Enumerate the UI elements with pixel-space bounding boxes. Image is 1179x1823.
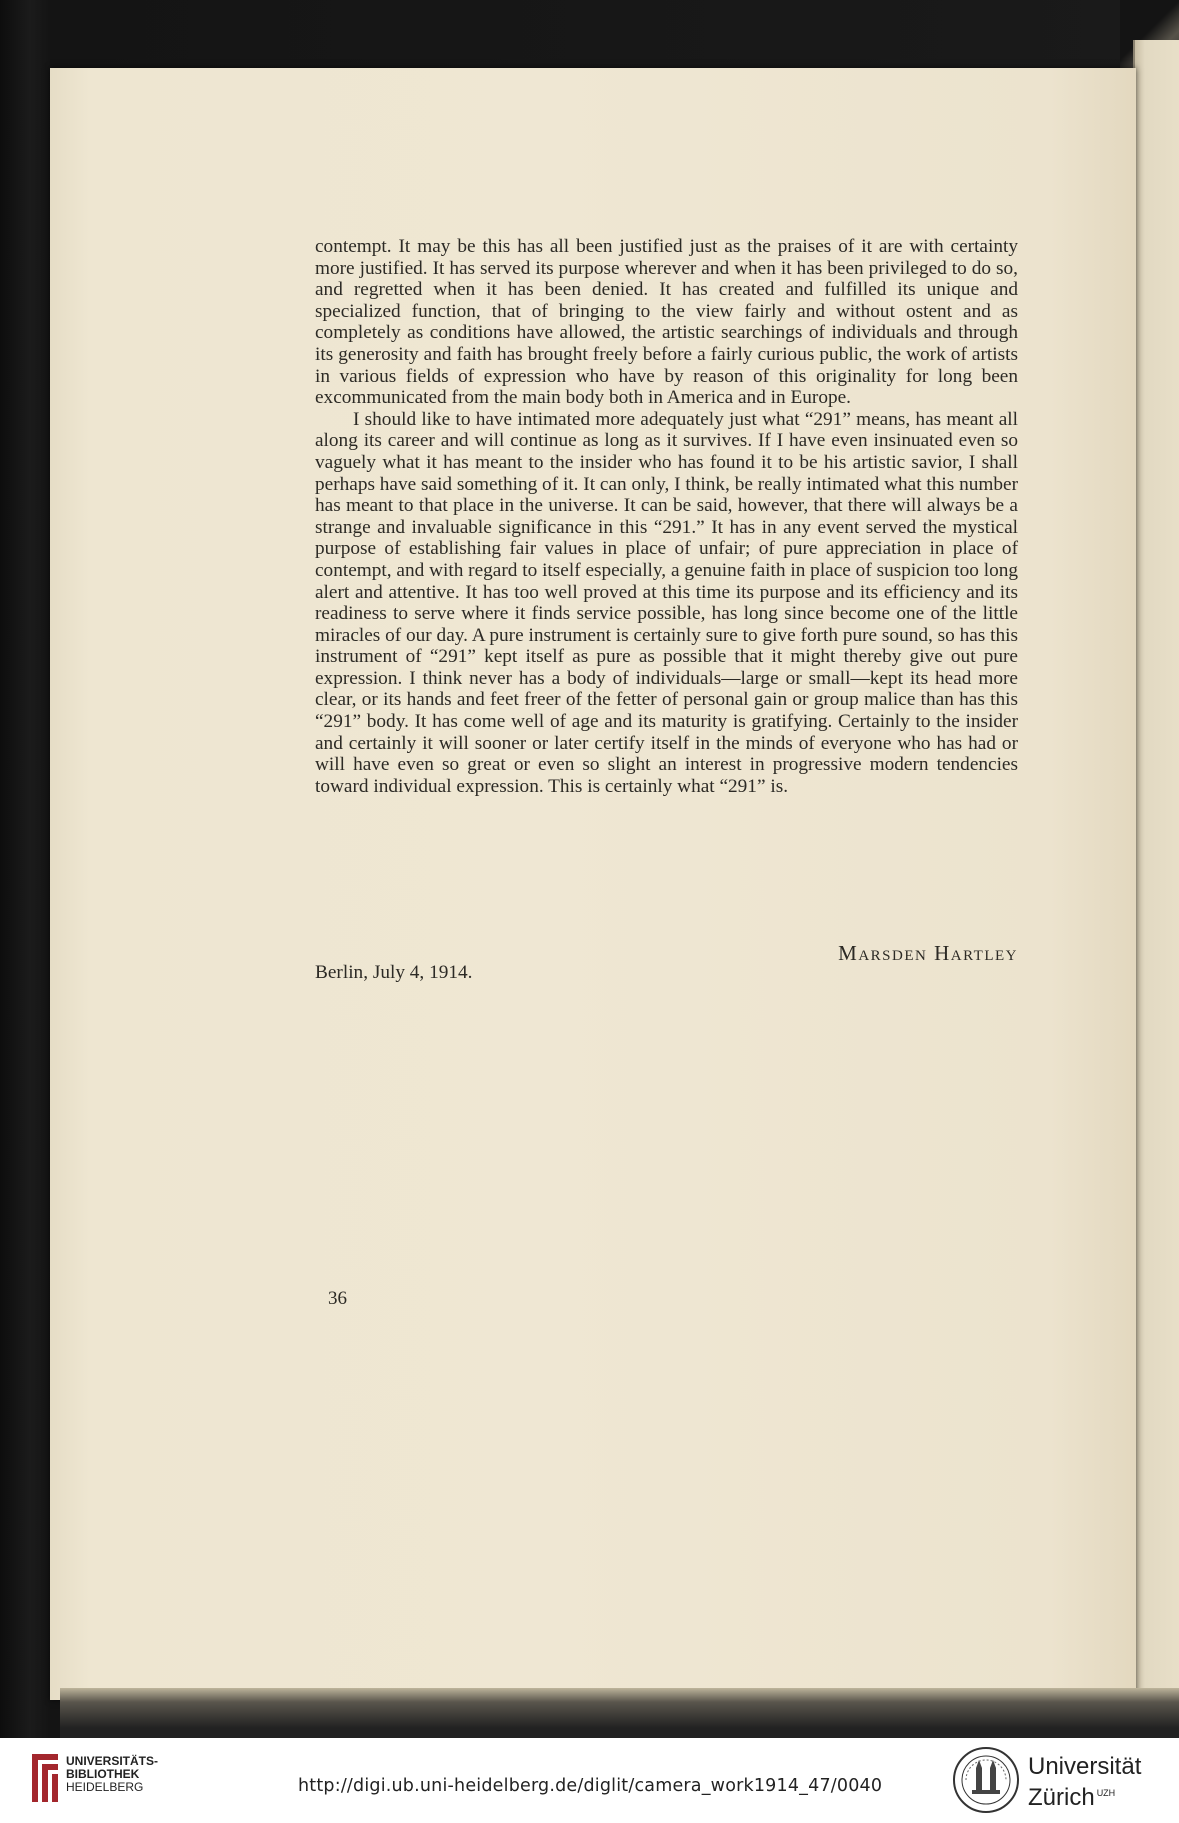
article-text	[315, 236, 1018, 797]
heidelberg-library-name: UNIVERSITÄTS- BIBLIOTHEK HEIDELBERG	[66, 1754, 159, 1794]
page-bottom-edge	[60, 1688, 1179, 1738]
paragraph-2: I should like to have intimated more adequately just what “291” means, has meant all along its career and will continue as long as it survives. If I have even insinuated even so vaguely what it has meant to the insider who has found it to be his artistic savior, I shall perhaps have said something of it. It can only, I think, be really intimated what this number has meant to that place in the universe. It can be said, however, that there will always be a strange and invaluable significance in this “291.” It has in any event served the mystical purpose of establishing fair values in place of unfair; of pure appreciation in place of contempt, and with regard to itself especially, a genuine faith in place of suspicion too long alert and attentive. It has too well proved at this time its purpose and its efficiency and its readiness to serve where it finds service possible, has long since become one of the little miracles of our day. A pure instrument is certainly sure to give forth pure sound, so has this instrument of “291” kept itself as pure as possible that it might thereby give out pure expression. I think never has a body of individuals—large or small—kept its head more clear, or its hands and feet freer of the fetter of personal gain or group malice than has this “291” body. It has come well of age and its maturity is gratifying. Certainly to the insider and certainly it will sooner or later certify itself in the minds of everyone who has had or will have even so great or even so slight an interest in progressive modern tendencies toward individual expression. This is certainly what “291” is.	[315, 408, 1018, 797]
next-page-edge	[1133, 40, 1179, 1690]
source-url-link[interactable]: http://digi.ub.uni-heidelberg.de/diglit/camera_work1914_47/0040	[298, 1776, 883, 1796]
author-signature: Marsden Hartley	[838, 941, 1018, 965]
paragraph-1: contempt. It may be this has all been justified just as the praises of it are with certainty more justified. It has served its purpose wherever and when it has been privileged to do so, and regretted when it has been denied. It has created and fulfilled its unique and specialized function, that of bringing to the view fairly and without ostent and as completely as conditions have allowed, the artistic searchings of individuals and through its generosity and faith has brought freely before a fairly curious public, the work of artists in various fields of expression who have by reason of this originality for long been excommunicated from the main body both in America and in Europe.	[315, 236, 1018, 409]
dateline: Berlin, July 4, 1914.	[315, 962, 473, 983]
uzh-name: Universität Zürich $^{UZH}$	[1028, 1753, 1142, 1811]
heidelberg-library-logo-icon	[30, 1752, 60, 1804]
uzh-seal-icon	[952, 1746, 1020, 1814]
viewer-footer	[0, 1738, 1179, 1823]
page-number: 36	[328, 1288, 347, 1309]
